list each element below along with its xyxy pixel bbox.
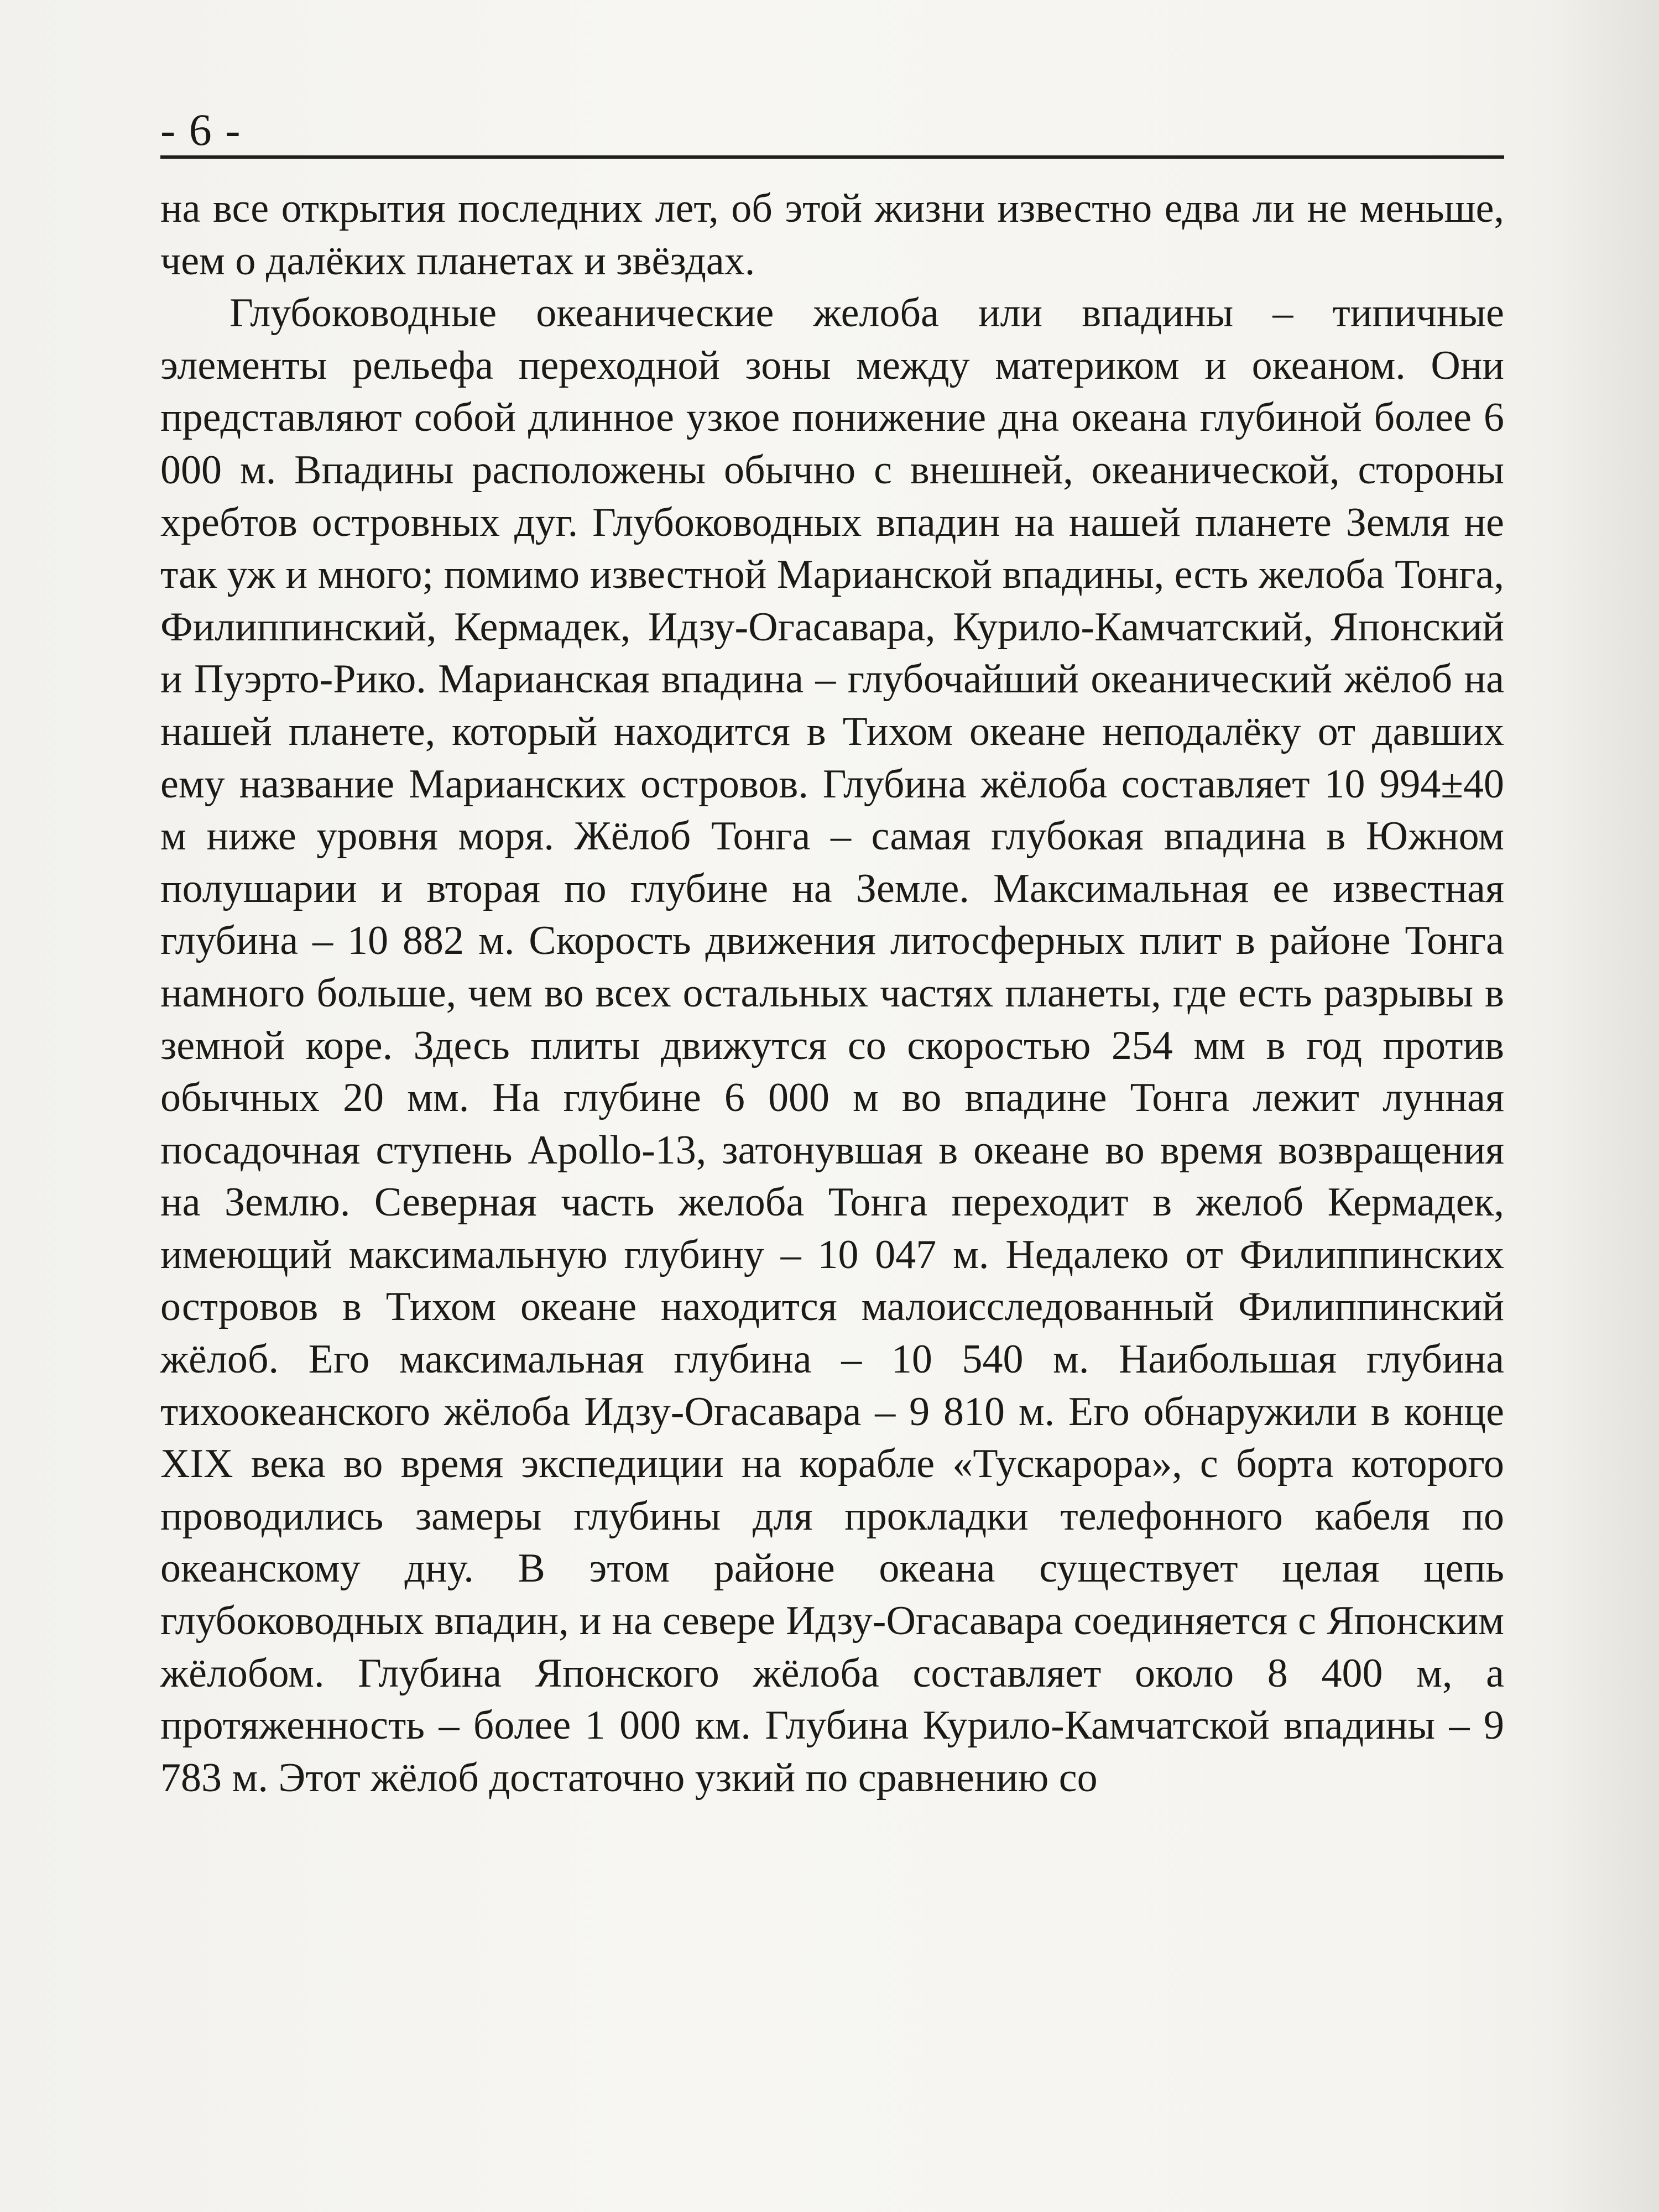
paragraph-deep-sea-trenches: Глубоководные океанические желоба или впадины – типичные элементы рельефа переходной зоны между материком и океаном. Они представляют собой длинное узкое понижение дна океана глубиной более 6 000 м. Впадины расположены обычно с внешней, океанической, стороны хребтов островных дуг. Глубоководных впадин на нашей планете Земля не так уж и много; помимо известной Марианской впадины, есть желоба Тонга, Филиппинский, Кермадек, Идзу-Огасавара, Курило-Камчатский, Японский и Пуэрто-Рико. Марианская впадина – глубочайший океанический жёлоб на нашей планете, который находится в Тихом океане неподалёку от давших ему название Марианских островов. Глубина жёлоба составляет 10 994±40 м ниже уровня моря. Жёлоб Тонга – самая глубокая впадина в Южном полушарии и вторая по глубине на Земле. Максимальная ее известная глубина – 10 882 м. Скорость движения литосферных плит в районе Тонга намного больше, чем во всех остальных частях планеты, где есть разрывы в земной коре. Здесь плиты движутся со скоростью 254 мм в год против обычных 20 мм. На глубине 6 000 м во впадине Тонга лежит лунная посадочная ступень Apollo-13, затонувшая в океане во время возвращения на Землю. Северная часть желоба Тонга переходит в желоб Кермадек, имеющий максимальную глубину – 10 047 м. Недалеко от Филиппинских островов в Тихом океане находится малоисследованный Филиппинский жёлоб. Его максимальная глубина – 10 540 м. Наибольшая глубина тихоокеанского жёлоба Идзу-Огасавара – 9 810 м. Его обнаружили в конце XIX века во время экспедиции на корабле «Тускарора», с борта которого проводились замеры глубины для прокладки телефонного кабеля по океанскому дну. В этом районе океана существует целая цепь глубоководных впадин, и на севере Идзу-Огасавара соединяется с Японским жёлобом. Глубина Японского жёлоба составляет около 8 400 м, а протяженность – более 1 000 км. Глубина Курило-Камчатской впадины – 9 783 м. Этот жёлоб достаточно узкий по сравнению со: [160, 290, 1504, 1801]
header-rule: [160, 155, 1504, 159]
paragraph-continuation: на все открытия последних лет, об этой жизни известно едва ли не меньше, чем о далёких планетах и звёздах.: [160, 186, 1504, 284]
page-header: [160, 97, 1504, 158]
page-number: - 6 -: [160, 105, 242, 155]
body-text: [160, 182, 1504, 1804]
page-edge-shadow: [1548, 0, 1659, 2212]
